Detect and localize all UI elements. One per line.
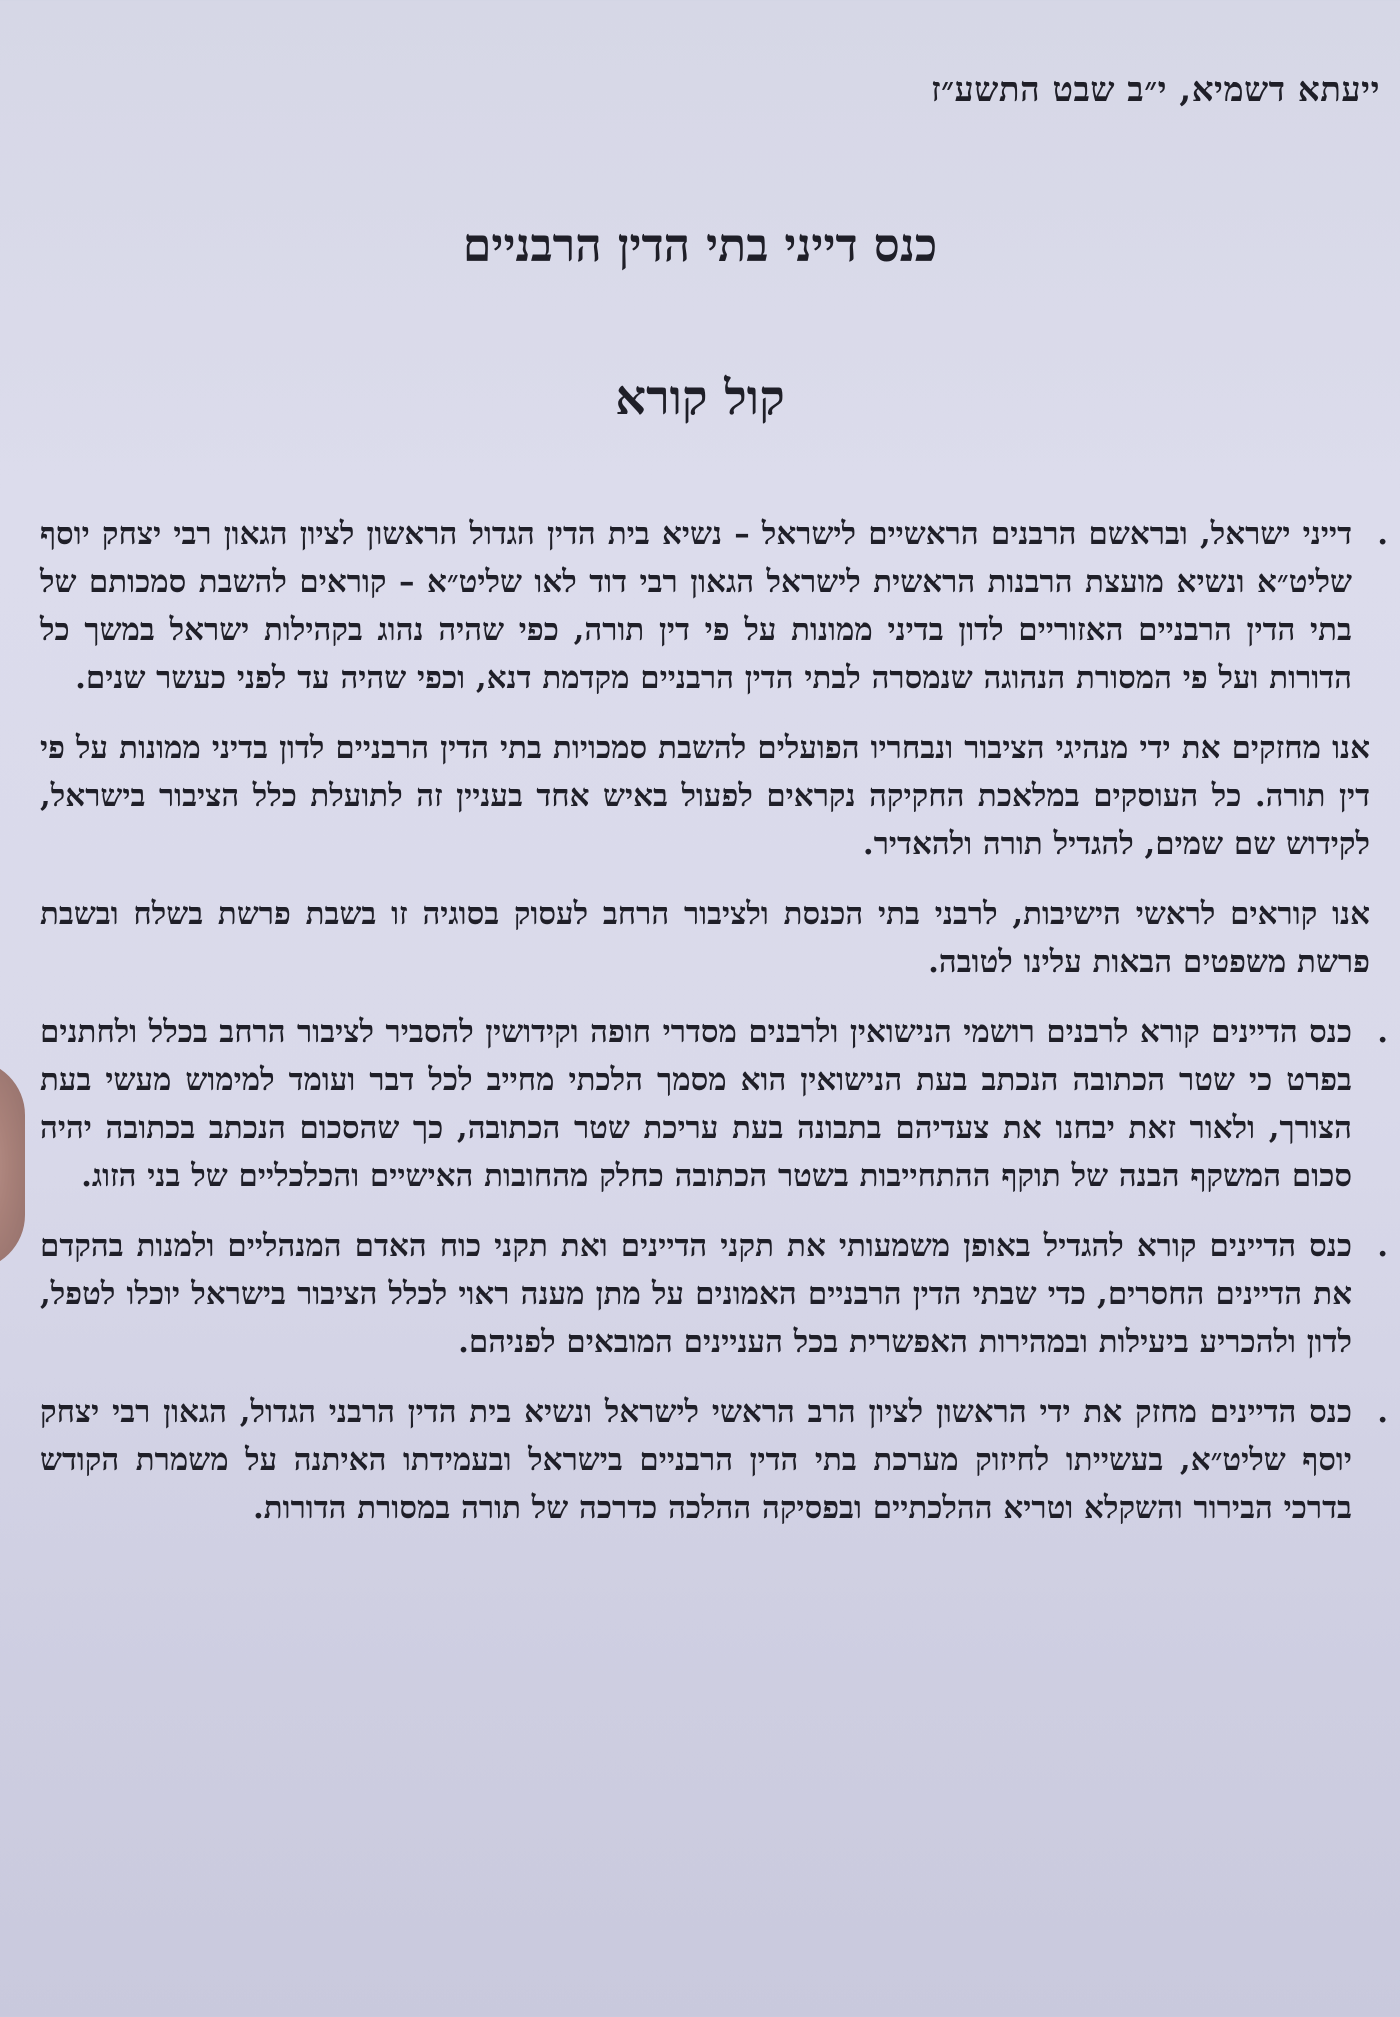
paragraph-4 xyxy=(40,1008,1388,1200)
paragraph-1 xyxy=(40,510,1388,702)
paragraph-text: כנס הדיינים קורא להגדיל באופן משמעותי את תקני הדיינים ואת תקני כוח האדם המנהליים ולמנות בהקדם את הדיינים החסרים, כדי שבתי הדין הרבניים האמונים על מתן מענה ראוי לכלל הציבור בישראל יוכלו לטפל, לדון ולהכריע ביעילות ובמהירות האפשרית בכל העניינים המובאים לפניהם. xyxy=(40,1228,1352,1360)
paragraph-6 xyxy=(40,1388,1388,1532)
paragraph-text: דייני ישראל, ובראשם הרבנים הראשיים לישראל – נשיא בית הדין הגדול הראשון לציון הגאון רבי יצחק יוסף שליט״א ונשיא מועצת הרבנות הראשית לישראל הגאון רבי דוד לאו שליט״א – קוראים להשבת סמכותם של בתי הדין הרבניים האזוריים לדון בדיני ממונות על פי דין תורה, כפי שהיה נהוג בקהילות ישראל במשך כל הדורות ועל פי המסורת הנהוגה שנמסרה לבתי הדין הרבניים מקדמת דנא, וכפי שהיה עד לפני כעשר שנים. xyxy=(40,516,1352,696)
paragraph-2 xyxy=(40,724,1370,868)
paragraph-text: כנס הדיינים מחזק את ידי הראשון לציון הרב הראשי לישראל ונשיא בית הדין הרבני הגדול, הגאון רבי יצחק יוסף שליט״א, בעשייתו לחיזוק מערכת בתי הדין הרבניים בישראל ובעמידתו האיתנה על משמרת הקודש בדרכי הבירור והשקלא וטריא ההלכתיים ובפסיקה ההלכה כדרכה של תורה במסורת הדורות. xyxy=(40,1394,1352,1526)
paragraph-marker: . xyxy=(1377,1228,1388,1264)
document-body xyxy=(40,510,1388,1554)
paragraph-marker: . xyxy=(1377,516,1388,552)
paragraph-5 xyxy=(40,1222,1388,1366)
page-title: כנס דייני בתי הדין הרבניים xyxy=(462,218,938,272)
dateline: ייעתא דשמיא, י״ב שבט התשע״ז xyxy=(931,70,1380,110)
page-subtitle: קול קורא xyxy=(615,370,785,426)
paragraph-text: כנס הדיינים קורא לרבנים רושמי הנישואין ולרבנים מסדרי חופה וקידושין להסביר לציבור הרחב בכלל ולחתנים בפרט כי שטר הכתובה הנכתב בעת הנישואין הוא מסמך הלכתי מחייב לכל דבר ועומד למימוש מעשי בעת הצורך, ולאור זאת יבחנו את צעדיהם בתבונה בעת עריכת שטר הכתובה, כך שהסכום הנכתב בכתובה יהיה סכום המשקף הבנה של תוקף ההתחייבות בשטר הכתובה כחלק מהחובות האישיים והכלכליים של בני הזוג. xyxy=(40,1014,1352,1194)
paragraph-marker: . xyxy=(1377,1014,1388,1050)
paragraph-3 xyxy=(40,890,1370,986)
paragraph-text: אנו קוראים לראשי הישיבות, לרבני בתי הכנסת ולציבור הרחב לעסוק בסוגיה זו בשבת פרשת בשלח ובשבת פרשת משפטים הבאות עלינו לטובה. xyxy=(40,896,1370,980)
finger-shadow xyxy=(0,1060,25,1270)
paragraph-text: אנו מחזקים את ידי מנהיגי הציבור ונבחריו הפועלים להשבת סמכויות בתי הדין הרבניים לדון בדיני ממונות על פי דין תורה. כל העוסקים במלאכת החקיקה נקראים לפעול באיש אחד בעניין זה לתועלת כלל הציבור בישראל, לקידוש שם שמים, להגדיל תורה ולהאדיר. xyxy=(40,730,1370,862)
paragraph-marker: . xyxy=(1377,1394,1388,1430)
